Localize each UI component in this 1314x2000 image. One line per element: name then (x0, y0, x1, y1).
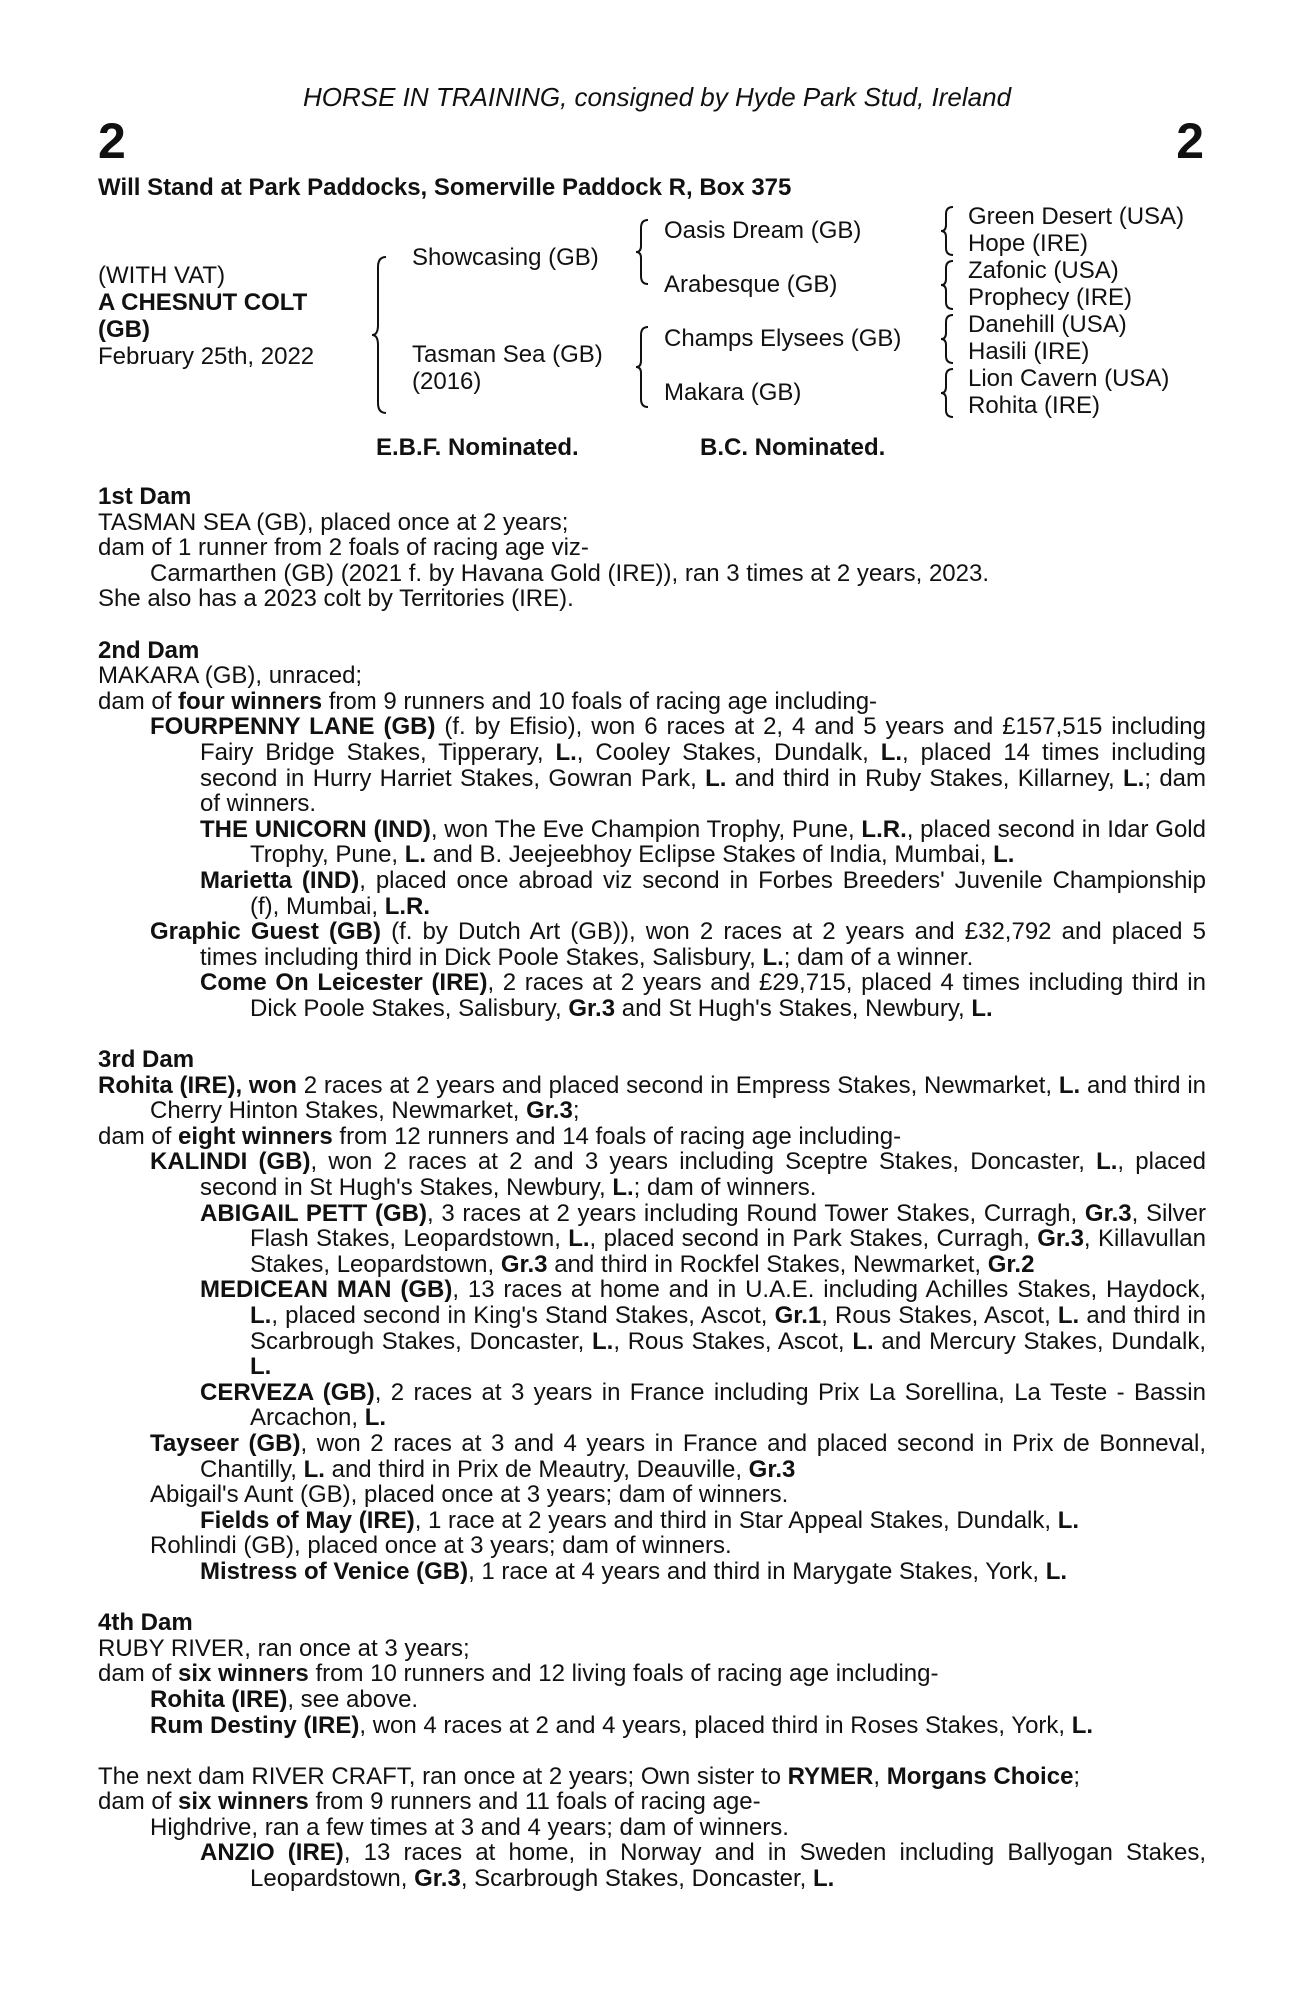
ebf-nomination: E.B.F. Nominated. (376, 434, 579, 461)
catalogue-body (98, 484, 1206, 1892)
anzio-entry: ANZIO (IRE), 13 races at home, in Norway and in Sweden including Ballyogan Stakes, Leopardstown, Gr.3, Scarbrough Stakes, Doncaster, L. (200, 1839, 1207, 1893)
mistress-of-venice-entry: Mistress of Venice (GB), 1 race at 4 years and third in Marygate Stakes, York, L. (200, 1557, 1068, 1585)
stand-location: Will Stand at Park Paddocks, Somerville Paddock R, Box 375 (98, 174, 792, 201)
pedigree-bracket-g3 (941, 313, 955, 365)
rohita-see-above-entry: Rohita (IRE), see above. (150, 1685, 419, 1713)
rohita-entry: Rohita (IRE), won 2 races at 2 years and placed second in Empress Stakes, Newmarket, L. and third in Cherry Hinton Stakes, Newmarket, Gr.3; (98, 1071, 1207, 1125)
second-dam-produce: dam of four winners from 9 runners and 10 foals of racing age including- (98, 687, 878, 715)
next-dam-produce: dam of six winners from 9 runners and 11 foals of racing age- (98, 1788, 761, 1816)
pedigree-g3-4: Prophecy (IRE) (968, 284, 1133, 311)
pedigree-g3-5: Danehill (USA) (968, 311, 1127, 338)
lot-number-left: 2 (98, 113, 126, 169)
pedigree-bracket-g1 (941, 205, 955, 257)
next-dam-line: The next dam RIVER CRAFT, ran once at 2 years; Own sister to RYMER, Morgans Choice; (98, 1762, 1081, 1790)
tayseer-entry: Tayseer (GB), won 2 races at 3 and 4 years in France and placed second in Prix de Bonneval, Chantilly, L. and third in Prix de Meautry, Deauville, Gr.3 (150, 1429, 1207, 1483)
pedigree-bracket-sire (636, 218, 650, 286)
pedigree-sire-sire: Oasis Dream (GB) (664, 217, 862, 244)
foaling-date: February 25th, 2022 (98, 343, 315, 370)
pedigree-g3-8: Rohita (IRE) (968, 392, 1101, 419)
graphic-guest-entry: Graphic Guest (GB) (f. by Dutch Art (GB)), won 2 races at 2 years and £32,792 and placed 5 times including third in Dick Poole Stakes, Salisbury, L.; dam of a winner. (150, 918, 1207, 971)
pedigree-dam-sire: Champs Elysees (GB) (664, 325, 902, 352)
pedigree-g3-6: Hasili (IRE) (968, 338, 1090, 365)
marietta-entry: Marietta (IND), placed once abroad viz second in Forbes Breeders' Juvenile Championship (f), Mumbai, L.R. (200, 866, 1206, 920)
pedigree-sire: Showcasing (GB) (412, 244, 599, 271)
third-dam-heading: 3rd Dam (98, 1046, 195, 1074)
pedigree-bracket-main (372, 255, 388, 415)
pedigree-dam: Tasman Sea (GB) (412, 341, 603, 368)
fourth-dam-line: RUBY RIVER, ran once at 3 years; (98, 1634, 470, 1662)
fourpenny-lane-entry: FOURPENNY LANE (GB) (f. by Efisio), won 6 races at 2, 4 and 5 years and £157,515 including Fairy Bridge Stakes, Tipperary, L., Cooley Stakes, Dundalk, L., placed 14 times including second in Hurry Harriet Stakes, Gowran Park, L. and third in Ruby Stakes, Killarney, L.; dam of winners. (150, 713, 1207, 818)
third-dam-produce: dam of eight winners from 12 runners and 14 foals of racing age including- (98, 1122, 902, 1150)
pedigree-g3-3: Zafonic (USA) (968, 257, 1119, 284)
fields-of-may-entry: Fields of May (IRE), 1 race at 2 years and third in Star Appeal Stakes, Dundalk, L. (200, 1506, 1080, 1534)
bc-nomination: B.C. Nominated. (700, 434, 886, 461)
fourth-dam-produce: dam of six winners from 10 runners and 12 living foals of racing age including- (98, 1660, 939, 1688)
the-unicorn-entry: THE UNICORN (IND), won The Eve Champion Trophy, Pune, L.R., placed second in Idar Gold Trophy, Pune, L. and B. Jeejeebhoy Eclipse Stakes of India, Mumbai, L. (200, 815, 1206, 869)
pedigree-dam-dam: Makara (GB) (664, 379, 802, 406)
first-dam-produce: dam of 1 runner from 2 foals of racing age viz- (98, 534, 589, 562)
abigail-pett-entry: ABIGAIL PETT (GB), 3 races at 2 years including Round Tower Stakes, Curragh, Gr.3, Silver Flash Stakes, Leopardstown, L., placed second in Park Stakes, Curragh, Gr.3, Killavullan Stakes, Leopardstown, Gr.3 and third in Rockfel Stakes, Newmarket, Gr.2 (200, 1199, 1206, 1278)
first-dam-note: She also has a 2023 colt by Territories (IRE). (98, 585, 574, 613)
horse-name: A CHESNUT COLT (98, 289, 308, 316)
pedigree-sire-dam: Arabesque (GB) (664, 271, 838, 298)
pedigree-bracket-dam (636, 325, 650, 409)
abigails-aunt-entry: Abigail's Aunt (GB), placed once at 3 years; dam of winners. (150, 1481, 789, 1509)
rum-destiny-entry: Rum Destiny (IRE), won 4 races at 2 and 4 years, placed third in Roses Stakes, York, L. (150, 1711, 1094, 1739)
come-on-leicester-entry: Come On Leicester (IRE), 2 races at 2 years and £29,715, placed 4 times including third in Dick Poole Stakes, Salisbury, Gr.3 and St Hugh's Stakes, Newbury, L. (200, 969, 1206, 1022)
horse-description (98, 262, 314, 370)
page-header-title: HORSE IN TRAINING, consigned by Hyde Park Stud, Ireland (302, 82, 1012, 112)
first-dam-line: TASMAN SEA (GB), placed once at 2 years; (98, 508, 569, 536)
pedigree-g3-1: Green Desert (USA) (968, 203, 1185, 230)
first-dam-foal: Carmarthen (GB) (2021 f. by Havana Gold (IRE)), ran 3 times at 2 years, 2023. (150, 559, 990, 587)
pedigree-bracket-g4 (941, 367, 955, 419)
pedigree-bracket-g2 (941, 259, 955, 311)
second-dam-heading: 2nd Dam (98, 636, 200, 664)
first-dam-heading: 1st Dam (98, 483, 192, 510)
pedigree-g3-7: Lion Cavern (USA) (968, 365, 1170, 392)
second-dam-line: MAKARA (GB), unraced; (98, 662, 363, 690)
vat-note: (WITH VAT) (98, 262, 226, 289)
pedigree-dam-year: (2016) (412, 368, 482, 395)
lot-number-right: 2 (1176, 113, 1204, 169)
medicean-man-entry: MEDICEAN MAN (GB), 13 races at home and in U.A.E. including Achilles Stakes, Haydock, L., placed second in King's Stand Stakes, Ascot, Gr.1, Rous Stakes, Ascot, L. and third in Scarbrough Stakes, Doncaster, L., Rous Stakes, Ascot, L. and Mercury Stakes, Dundalk, L. (200, 1276, 1207, 1381)
fourth-dam-heading: 4th Dam (98, 1609, 193, 1637)
rohlindi-entry: Rohlindi (GB), placed once at 3 years; dam of winners. (150, 1532, 732, 1560)
pedigree-g3-2: Hope (IRE) (968, 230, 1089, 257)
highdrive-entry: Highdrive, ran a few times at 3 and 4 years; dam of winners. (150, 1813, 789, 1841)
horse-name-country: (GB) (98, 316, 150, 343)
kalindi-entry: KALINDI (GB), won 2 races at 2 and 3 years including Sceptre Stakes, Doncaster, L., placed second in St Hugh's Stakes, Newbury, L.; dam of winners. (150, 1148, 1206, 1202)
cerveza-entry: CERVEZA (GB), 2 races at 3 years in France including Prix La Sorellina, La Teste - Bassin Arcachon, L. (200, 1378, 1206, 1432)
